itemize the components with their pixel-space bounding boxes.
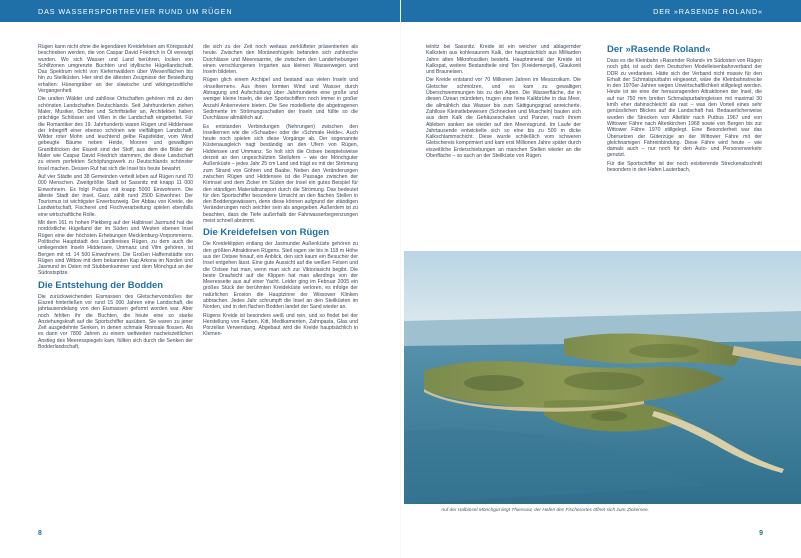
- paragraph: Die Kreideklippen entlang der Jasmunder Außenküste gehören zu den größten Attraktionen Rügens. Steil ragen sie bis in 118 m Höhe aus der Ostsee hinauf, ein Anblick, den sich kaum ein Besucher der Insel entgehen lässt. Eine gute Aussicht auf die weißen Felsen und die Ostsee hat man, wenn man sich zur Viktoriasicht begibt. Die beste Draufsicht auf die Klippen hat man allerdings von der Meeresseite aus auf einer Yacht. Leider ging im Februar 2005 ein großes Stück der berühmten Kreideküste verloren, es infolge der natürlichen Erosion die Hauptzinne der Wissower Klinken abbrachen. Jedes Jahr schrumpft die Insel an den Steilküsten im Norden, und in den flachen Bodden landet der Sand wieder an.: [203, 241, 358, 311]
- paragraph: Rügen kann nicht ohne die legendären Kreidefelsen am Königsstuhl beschrieben werden, die von Caspar David Friedrich in Öl verewigt wurden. Wo sich Wasser und Land berühren, locken von Schilfzonen umgrenzte Buchten und idyllische Hügellandschaft. Das Spektrum reicht von Kiefernwäldern über Wiesenflächen bis hin zu Steilküsten. Hier sind die ältesten Zeugnisse der Besiedlung erhalten: Hünengräber an der slawische und wikingerzeitliche Vergangenheit.: [38, 44, 193, 95]
- paragraph: Mit dem 161 m hohen Piekberg auf der Halbinsel Jasmund hat die nordöstliche Hügelland der im Süden und Westen ebenen Insel Rügen eine der höchsten Erhebungen Mecklenburg-Vorpommerns. Politische Hauptstadt des Landkreises Rügen, zu dem auch die umliegenden Inseln Hiddensee, Ummanz und Vilm gehören, ist Bergen mit rd. 14 500 Einwohnern. Die Großen Haffemstädte von Rügen sind Wittow mit dem bekannten Kap Arkona im Norden und Jasmund im Osten mit Stubbenkammer und dem Mönchgut an der Südostspitze.: [38, 220, 193, 277]
- paragraph: Es entstanden Verbindungen (Nehrungen) zwischen den Inselkernen wie die »Schaabe« oder die »Schmale Heide«. Auch heute noch spielen sich diese Vorgänge ab. Der sogenannte Küstenausgleich nagt beständig an den Ufern von Rügen, Hiddensee und Ummanz. So holt sich die Ostsee beispielsweise derzeit an den ungeschützten Steilufern – wie der Mönchguter Außenküste – jedes Jahr 25 cm Land und trägt es mit der Strömung zum Strand von Göhren und Baabe. Neben den Veränderungen zwischen Rügen und Hiddensee ist die Passage zwischen der Kirrinsel und dem Zicker im Süden der Insel ein gutes Beispiel für den ständigen Materialtransport durch die Strömung. Das bedeutet für den Sportschiffer besondere Umsicht an den flachen Stellen in den Boddengewässern, denn diese können aufgrund der ständigen Veränderungen noch seichter sein als angegeben. Außerdem ist zu beachten, dass die Tiefe außerhalb der Fahrwasserbegrenzungen meist schnell abnimmt.: [203, 123, 358, 225]
- paragraph: Auf vier Städte und 38 Gemeinden verteilt leben auf Rügen rund 70 000 Menschen. Zweitgrößte Stadt ist Sassnitz mit knapp 11 000 Einwohnern. Es folgt Putbus mit knapp 5000 Einwohnern. Die älteste Stadt der Insel, Garz, zählt rund 2500 Einwohner. Der Tourismus ist wichtigster Erwerbszweig. Der Abbau von Kreide, die Landwirtschaft, Fischerei und Fischverarbeitung spielen ebenfalls eine wirtschaftliche Rolle.: [38, 173, 193, 218]
- left-page: [0, 0, 400, 558]
- paragraph: die sich zu der Zeit noch weitaus zerklüfteter präsentierten als heute. Zwischen den Moränenhügeln befanden sich zahlreiche Durchlässe und Meeresarme, die zwischen den Landerhebungen einen verschlungenen Irrgarten aus kleinen Wasserwegen und Inseln bildeten.: [203, 44, 358, 76]
- paragraph: Die zurückweichenden Eismassen des Gletschervorstoßes der Eiszeit hinterließen vor rund 15 000 Jahren eine Landschaft, die jahrtausendelang von den Eismassen geformt worden war. Aber noch fehlten ihr die Buchten, die heute eine so starke Anziehungskraft auf die Sportschiffer ausüben. Sie waren zu jener Zeit ausgedehnte Senken, in denen schmale Rinnsale flossen. Als es dann vor 7800 Jahren zu einem weltweiten nacheiszeitlichen Anstieg des Meeresspiegels kam, füllten sich durch die Senken der Bodderlandschaft,: [38, 293, 193, 351]
- paragraph: Die Kreide entstand vor 70 Millionen Jahren im Mesozoikum. Die Gletscher schmolzen, und es kam zu gewaltigen Überschwemmungen bis zu den Alpen. Die Wasserfläche, die in diesen Ozean mündeten, trugen eine feine Kalkbrühe in das Meer, die allmählich das Wasser bis zum Sättigungsgrad anreicherte. Zahllose Kleinstlebewesen (Schnecken und Muscheln) bauten sich aus dem Kalk die Gehäuseschalen und Panzer, nach ihrem Ableben sanken sie wieder auf den Meeresgrund. Im Laufe der Jahrtausende entwickelte sich so eine bis zu 500 m dicke Kalkschlammschicht. Diese wurde schließlich vom schweren Gletschereis komprimiert und kam erst Millionen Jahre später durch eiszeitliche Erderschiebungen an manchen Stellen wieder an die Oberfläche – so auch an der Steilküste von Rügen.: [426, 77, 581, 160]
- section-heading: Die Kreidefelsen von Rügen: [203, 227, 330, 239]
- paragraph: Die uralten Wälder und zahllose Ortschaften gehören mit zu den schönsten Landschaften Deutschlands. Seit Jahrhunderten ziehen Maler, Musiker, Dichter und Schriftsteller an, Architekten haben prächtige Schlösser und Villen in die Landschaft eingebettet. Für die Romantiker des 19. Jahrhunderts waren Rügen und Hiddensee der Inbegriff einer ebenso schönen wie vielfältigen Landschaft. Wilder roter Mohn und leuchtend gelbe Rapsfelder, vom Wind gebeugte Bäume neben Heide, Mooren und gewaltigen Granitblöcken der Eiszeit sind der Stoff, aus dem die Bilder der Maler wie Caspar David Friedrich stammen, die diese Landschaft zu einem perfekten Schöpfungswerk zu Deutschlands schönster Insel machen. Dessen Ruf hat sich die Insel bis heute bewahrt.: [38, 96, 193, 172]
- paragraph: Für die Sportschiffer ist der noch existierende Streckenabschnitt besonders in den Hafen Lauterbach,: [607, 160, 762, 174]
- left-running-header: DAS WASSERSPORTREVIER RUND UM RÜGEN: [38, 7, 233, 16]
- right-column-1: [426, 44, 581, 249]
- left-column-2: [203, 44, 358, 340]
- paragraph: Rügen glich einem Archipel und bestand aus vielen Inseln und »Inselkernen«. Aus ihnen formten Wind und Wasser durch Abtragung und Aufschüttung über Jahrhunderte eine große und weniger kleine Inseln, die den Sportschiffern noch immer in großer Anzahl Ankerreviere bieten. Die See modellierte die abgetragenen Sedimente im Strömungsschatten der Inseln und füllte so die Durchlässe allmählich auf.: [203, 77, 358, 122]
- section-heading: Der »Rasende Roland«: [607, 44, 711, 55]
- left-column-1: [38, 44, 193, 352]
- page-number: 9: [759, 530, 763, 537]
- section-heading: Die Entstehung der Bodden: [38, 279, 164, 291]
- paragraph: Rügens Kreide ist besonders weiß und rein, und so findet bei der Herstellung von Farben, Kitt, Medikamenten, Zahnpasta, Glas und Porzellan Verwendung. Abgebaut wird die Kreide hauptsächlich in Klemen-: [203, 312, 358, 338]
- right-running-header: DER »RASENDE ROLAND«: [653, 7, 763, 16]
- aerial-photo: [404, 251, 801, 504]
- photo-caption: Auf der Halbinsel Mönchgut liegt Thiessow, der Hafen des Fischerortes öffnet sich zum Zickersee.: [441, 508, 649, 513]
- paragraph: telnitz bei Sassnitz. Kreide ist ein weicher und ablagernder Kalkstein aus kohlesaurem Kalk, der hauptsächlich aus Milliarden Jahre alten Mikrofossilien besteht. Hauptmineral der Kreide ist Kalkspat, weitere Bestandteile sind Ton (Kreidemergel), Glaukonit und Brauneisen.: [426, 44, 581, 76]
- right-column-2: [607, 44, 762, 249]
- page-number: 8: [38, 530, 42, 537]
- paragraph: Dass es die Kleinbahn »Rasender Roland« im Südosten von Rügen noch gibt, ist auch dem Deutschen Modelleisenbahnverband der DDR zu verdanken. Hätte sich der Verband nicht massiv für den Erhalt der Schmalspurbahn eingesetzt, wäre die Kleinbahnstrecke in den 1970er-Jahren wegen Unwirtschaftlichkeit stillgelegt worden. Heute ist sie eine der herausragenden Attraktionen der Insel, die auf nur 750 mm breiten Schmalspurbahngleisen mit maximal 30 km/h eher dahinschleicht als rast – was den Vorteil eines sehr genüsslichen Blickes auf die Landschaft hat. Bedauerlicherweise wurden die Strecken von Altefähr nach Putbus 1967 und von Wittower Fähre nach Altenkirchen 1968 sowie von Bergen bis zur Wittower Fähre 1970 stillgelegt. Eine Besonderheit war das Übersetzen der Güterzüge an der Wittower Fähre mit der gleichnamigen Fähreinbindung. Diese Fähre wird heute – wie damals auch – nur noch für den Auto- und Personenverkehr genutzt.: [607, 58, 762, 159]
- right-page: [401, 0, 801, 558]
